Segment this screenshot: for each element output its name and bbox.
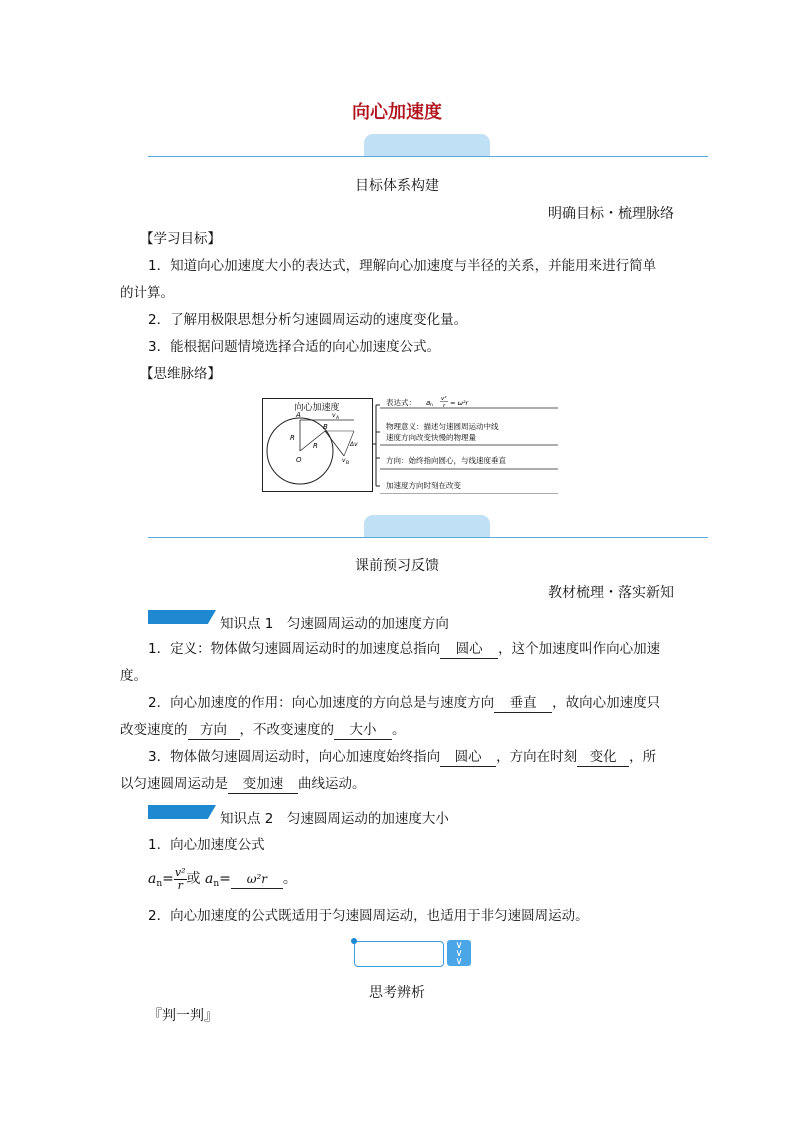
blank-center: 圆心 [440,640,498,659]
meaning-line-2: 速度方向改变快慢的物理量 [386,433,476,442]
direction-text: 方向：始终指向圆心，与线速度垂直 [386,456,506,465]
goal-2: 2．了解用极限思想分析匀速圆周运动的速度变化量。 [148,312,468,328]
section-divider-2 [148,537,708,538]
goal-1-line2: 的计算。 [120,285,174,301]
kp1-p3-line1: 3．物体做匀速圆周运动时，向心加速度始终指向 圆心 ，方向在时刻 变化 ，所 [148,749,657,765]
kp2-p2-wrap [120,903,680,930]
section-divider-1 [148,156,708,157]
point-o-label: O [296,456,302,464]
expr-tail: = ω²r [450,399,469,407]
expr-den: r [443,403,446,409]
expr-a: a [426,399,431,407]
kp1-content [120,636,680,798]
kp2-p2: 2．向心加速度的公式既适用于匀速圆周运动，也适用于非匀速圆周运动。 [148,908,589,924]
va-sub: A [336,416,340,421]
mindmap-label: 【思维脉络】 [140,366,221,382]
think-dot [351,938,357,944]
goal-3: 3．能根据问题情境选择合适的向心加速度公式。 [148,339,441,355]
expr-sub: n [430,403,433,408]
goals-label: 【学习目标】 [140,231,221,247]
think-box [354,941,444,967]
change-text: 加速度方向时刻在改变 [386,481,461,490]
mindmap-diagram [262,396,560,494]
blank-omega-formula: ω²r [231,870,283,889]
va-label: v [332,412,336,419]
vb-label: v [342,457,346,464]
kp1-p3-line2: 以匀速圆周运动是 变加速 曲线运动。 [120,776,366,792]
section-subheading-preview: 教材梳理・落实新知 [548,585,674,601]
mindmap-box-title: 向心加速度 [294,403,340,413]
delta-v-label: Δv [350,441,358,448]
blank-center-2: 圆心 [440,748,496,767]
kp2-marker [148,805,216,819]
radius-label-2: R [313,442,318,450]
think-heading: 思考辨析 [369,985,425,1001]
meaning-line-1: 物理意义：描述匀速圆周运动中线 [386,422,499,431]
kp2-label: 知识点 2 匀速圆周运动的加速度大小 [220,811,449,827]
bracket-ticks [376,405,380,486]
vb-sub: B [346,461,350,466]
section-tab-2 [364,515,490,537]
kp2-p1: 1．向心加速度公式 [148,837,265,853]
blank-direction: 方向 [188,721,240,740]
section-tab-1 [364,134,490,156]
kp1-marker [148,610,216,624]
section-heading-goals: 目标体系构建 [355,178,439,194]
expr-label: 表达式： [386,398,416,407]
judge-label: 『判一判』 [148,1008,218,1024]
chevron-double-down-icon: ∨ ∨ ∨ [447,940,471,966]
kp1-p2-line1: 2．向心加速度的作用：向心加速度的方向总是与速度方向 垂直 ，故向心加速度只 [148,695,661,711]
blank-perpendicular: 垂直 [494,694,552,713]
kp1-p1-line1: 1．定义：物体做匀速圆周运动时的加速度总指向 圆心 ，这个加速度叫作向心加速 [148,641,661,657]
kp1-p2-line2: 改变速度的 方向 ，不改变速度的 大小 。 [120,722,406,738]
kp2-content [120,832,680,859]
expr-num: v² [441,396,447,402]
kp2-formula: $a_n=$ $\frac{\text{v²}}{r}$ 或 $a_n= \omega^2r$ 。 [148,865,297,892]
learning-goals [120,226,680,388]
point-b-label: B [323,423,328,431]
point-a-label: A [296,411,301,419]
blank-change: 变化 [577,748,629,767]
kp1-label: 知识点 1 匀速圆周运动的加速度方向 [220,616,449,632]
bracket-line [373,405,377,486]
blank-variable-acceleration: 变加速 [228,775,298,794]
section-subheading-goals: 明确目标・梳理脉络 [548,206,674,222]
radius-label-1: R [290,434,295,442]
goal-1-line1: 1．知道向心加速度大小的表达式，理解向心加速度与半径的关系，并能用来进行简单 [148,258,657,274]
page-title: 向心加速度 [352,102,442,123]
section-heading-preview: 课前预习反馈 [355,558,439,574]
kp1-p1-line2: 度。 [120,668,147,684]
blank-magnitude: 大小 [334,721,392,740]
